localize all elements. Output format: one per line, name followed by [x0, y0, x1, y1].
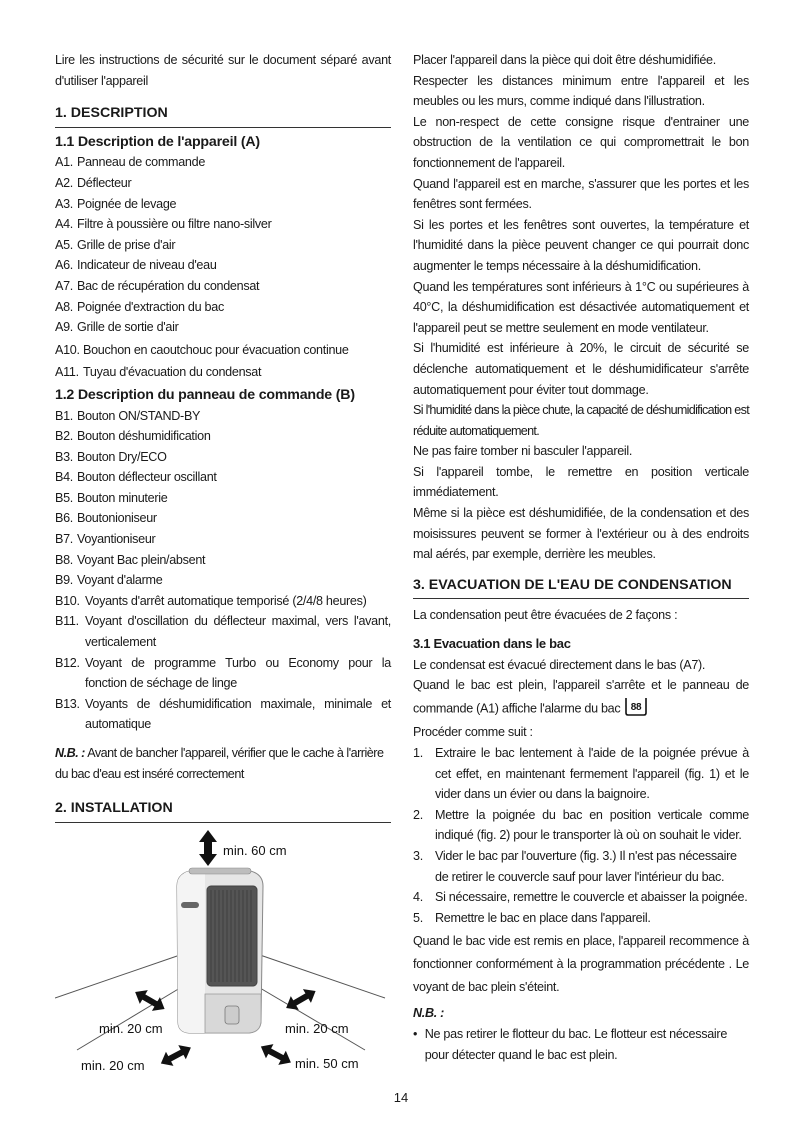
dehumidifier-illustration: [177, 868, 263, 1033]
list-item: A2. Déflecteur: [55, 175, 132, 190]
left-clearance-label: min. 20 cm: [99, 1021, 163, 1036]
floor-line-front-left: [77, 988, 180, 1050]
nb-label: N.B. :: [413, 1006, 445, 1021]
nb-label: N.B. :: [55, 746, 85, 760]
list-item: A5. Grille de prise d'air: [55, 237, 176, 252]
list-item: 1. Extraire le bac lentement à l'aide de la poignée prévue à cet effet, en maintenant fermement l'appareil (fig. 1) et le vider dans un évier ou dans la baignoire.: [413, 746, 749, 802]
intro-text: Lire les instructions de sécurité sur le document séparé avant d'utiliser l'appareil: [55, 53, 391, 88]
floor-line-right: [260, 955, 385, 998]
bottom-left-clearance-label: min. 20 cm: [81, 1058, 145, 1073]
paragraph: Ne pas faire tomber ni basculer l'appareil.: [413, 444, 633, 459]
right-clearance-arrow: [282, 984, 319, 1015]
page-number: 14: [393, 1090, 409, 1105]
list-item: • Ne pas retirer le flotteur du bac. Le flotteur est nécessaire pour détecter quand le bac est plein.: [413, 1024, 749, 1065]
paragraph: Procéder comme suit :: [413, 725, 533, 740]
paragraph: Respecter les distances minimum entre l'appareil et les meubles ou les murs, comme indiqué dans l'illustration.: [413, 73, 749, 109]
list-item: A1. Panneau de commande: [55, 155, 206, 170]
alarm-paragraph: [413, 675, 749, 722]
paragraph: Même si la pièce est déshumidifiée, de la condensation et des moisissures peuvent se former à l'extérieur ou à des endroits mal aérés, par exemple, derrière les meubles.: [413, 506, 749, 562]
list-item: A3. Poignée de levage: [55, 196, 177, 211]
list-item: B10. Voyants d'arrêt automatique temporisé (2/4/8 heures): [55, 593, 367, 608]
list-item: A11. Tuyau d'évacuation du condensat: [55, 365, 262, 380]
list-item: A6. Indicateur de niveau d'eau: [55, 258, 217, 273]
paragraph: Si l'humidité est inférieure à 20%, le circuit de sécurité se déclenche automatiquement et le déshumidificateur s'arrête automatiquement pour éviter tout dommage.: [413, 341, 749, 397]
paragraph: Si les portes et les fenêtres sont ouvertes, la température et l'humidité dans la pièce peuvent changer ce qui pourrait donc augmenter le temps nécessaire à la déshumidification.: [413, 217, 749, 273]
list-item: A9. Grille de sortie d'air: [55, 320, 179, 335]
list-item: A7. Bac de récupération du condensat: [55, 278, 260, 293]
paragraph: Si l'humidité dans la pièce chute, la capacité de déshumidification est réduite automatiquement.: [413, 403, 749, 438]
tank-alarm-icon: [624, 696, 648, 723]
list-item: B11. Voyant d'oscillation du déflecteur maximal, vers l'avant, verticalement: [55, 614, 391, 650]
section-2-title: 2. INSTALLATION: [55, 798, 391, 823]
list-item: 5. Remettre le bac en place dans l'appareil.: [413, 910, 651, 925]
paragraph: Quand les températures sont inférieurs à 1°C ou supérieures à 40°C, la déshumidification est désactivée automatiquement et l'appareil peut se mettre seulement en mode ventilateur.: [413, 279, 749, 335]
nb-note: [55, 743, 391, 784]
list-item: B5. Bouton minuterie: [55, 490, 168, 505]
list-item: B4. Bouton déflecteur oscillant: [55, 470, 217, 485]
control-panel-list: [55, 406, 391, 736]
paragraph: Si l'appareil tombe, le remettre en position verticale immédiatement.: [413, 464, 749, 500]
list-item: B2. Bouton déshumidification: [55, 429, 211, 444]
list-item: B3. Bouton Dry/ECO: [55, 449, 167, 464]
bottom-left-clearance-arrow: [157, 1040, 195, 1070]
left-clearance-arrow: [131, 985, 168, 1016]
section-3-title: 3. EVACUATION DE L'EAU DE CONDENSATION: [413, 575, 749, 600]
list-item: A10. Bouchon en caoutchouc pour évacuation continue: [55, 342, 349, 357]
bottom-right-clearance-arrow: [257, 1039, 295, 1069]
bullet-icon: •: [413, 1026, 418, 1041]
right-column: [413, 50, 749, 1065]
clearance-diagram: [55, 828, 391, 1076]
list-item: B13. Voyants de déshumidification maximale, minimale et automatique: [55, 696, 391, 732]
list-item: 3. Vider le bac par l'ouverture (fig. 3.) Il n'est pas nécessaire de retirer le couvercle sauf pour laver l'intérieur du bac.: [413, 848, 737, 884]
list-item: B6. Boutonioniseur: [55, 511, 157, 526]
list-item: B9. Voyant d'alarme: [55, 573, 163, 588]
list-item: A8. Poignée d'extraction du bac: [55, 299, 224, 314]
section-3-intro: La condensation peut être évacuées de 2 façons :: [413, 608, 678, 623]
list-item: B1. Bouton ON/STAND-BY: [55, 408, 201, 423]
right-clearance-label: min. 20 cm: [285, 1021, 349, 1036]
floor-line-left: [55, 955, 180, 998]
section-1-title: 1. DESCRIPTION: [55, 103, 391, 128]
paragraph: Placer l'appareil dans la pièce qui doit être déshumidifiée.: [413, 53, 716, 67]
appliance-parts-list: [55, 152, 391, 383]
left-column: [55, 50, 391, 823]
paragraph: Le condensat est évacué directement dans le bas (A7).: [413, 657, 706, 672]
list-item: 2. Mettre la poignée du bac en position verticale comme indiqué (fig. 2) pour le transporter là où on souhait le vider.: [413, 807, 749, 843]
top-clearance-arrow: [199, 830, 217, 866]
installation-clearance-figure: [55, 828, 391, 1076]
paragraph: Quand l'appareil est en marche, s'assurer que les portes et les fenêtres sont fermées.: [413, 176, 749, 212]
svg-text:88: 88: [630, 701, 641, 713]
list-item: B8. Voyant Bac plein/absent: [55, 552, 206, 567]
paragraph: Le non-respect de cette consigne risque d'entrainer une obstruction de la ventilation ce qui compromettrait le bon fonctionnement de l'appareil.: [413, 114, 749, 170]
subsection-3-1-title: 3.1 Evacuation dans le bac: [413, 636, 571, 652]
nb-text: Avant de bancher l'appareil, vérifier que le cache à l'arrière du bac d'eau est inséré correctement: [55, 746, 384, 781]
top-clearance-label: min. 60 cm: [223, 843, 287, 858]
paragraph: Quand le bac est plein, l'appareil s'arrête et le panneau de commande (A1) affiche l'alarme du bac: [413, 678, 749, 716]
list-item: 4. Si nécessaire, remettre le couvercle et abaisser la poignée.: [413, 890, 748, 905]
list-item: A4. Filtre à poussière ou filtre nano-silver: [55, 217, 272, 232]
procedure-steps: [413, 743, 749, 928]
paragraph: Quand le bac vide est remis en place, l'appareil recommence à fonctionner conformément à la programmation précédente . Le voyant de bac plein s'éteint.: [413, 934, 749, 995]
list-item: B12. Voyant de programme Turbo ou Economy pour la fonction de séchage de linge: [55, 655, 391, 691]
bottom-right-clearance-label: min. 50 cm: [295, 1056, 359, 1071]
subsection-1-1-title: 1.1 Description de l'appareil (A): [55, 133, 260, 150]
list-item: B7. Voyantioniseur: [55, 532, 156, 547]
subsection-1-2-title: 1.2 Description du panneau de commande (B): [55, 386, 355, 403]
